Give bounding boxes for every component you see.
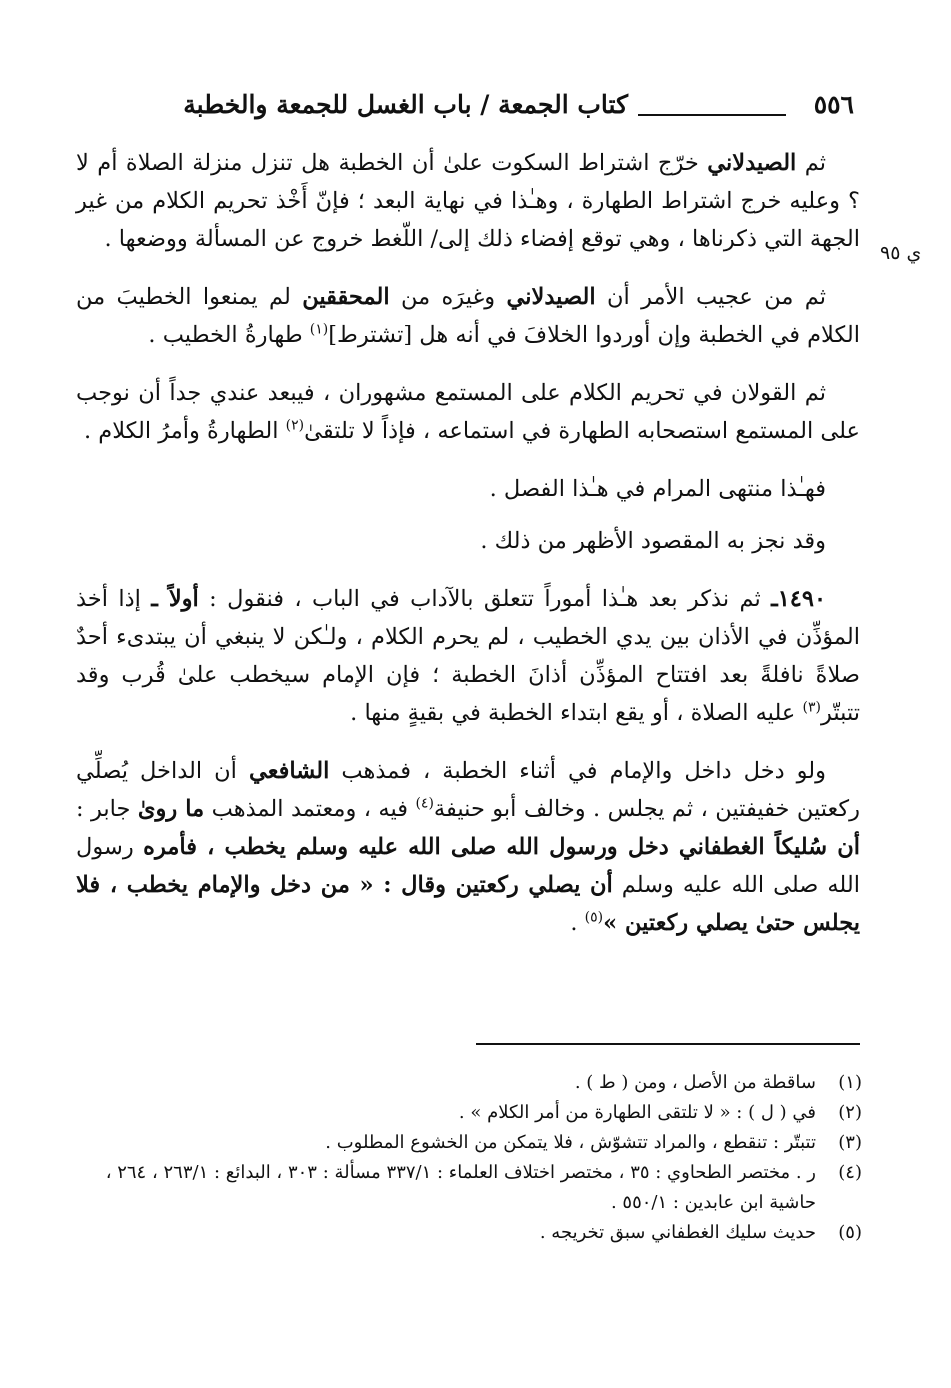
bold-text-run: ١٤٩٠ـ bbox=[771, 586, 827, 612]
text-run: لم يمنعوا الخطيبَ من الكلام في الخطبة وإن أوردوا الخلافَ في أنه هل [تشترط] bbox=[76, 284, 860, 348]
footnote-separator bbox=[476, 1043, 860, 1045]
footnotes-list bbox=[76, 1068, 862, 1248]
text-run: وغيرَه من bbox=[389, 284, 507, 310]
footnote-ref: (٤) bbox=[415, 795, 434, 812]
footnote-text: في ( ل ) : « لا تلتقى الطهارة من أمر الكلام » . bbox=[458, 1102, 816, 1123]
footnote-ref: (٣) bbox=[802, 699, 821, 716]
text-run: إذا أخذ المؤذِّن في الأذان بين يدي الخطيب ، لم يحرم الكلام ، ولـٰكن لا ينبغي أن يبتدىء أحدٌ صلاةً نافلةً بعد افتتاح المؤذِّن أذانَ الخطبة ؛ فإن الإمام سيخطب علىٰ قُرب وقد تتبتّر bbox=[76, 586, 860, 726]
text-run: أن الداخل يُصلِّي ركعتين خفيفتين ، ثم يجلس . وخالف أبو حنيفة bbox=[76, 758, 860, 822]
footnote-text: ر . مختصر الطحاوي : ٣٥ ، مختصر اختلاف العلماء : ٣٣٧/١ مسألة : ٣٠٣ ، البدائع : ٢٦٣/١ ، ٢٦٤ ، حاشية ابن عابدين : ٥٥٠/١ . bbox=[105, 1162, 816, 1213]
footnote-text: ساقطة من الأصل ، ومن ( ط ) . bbox=[574, 1072, 816, 1093]
bold-text-run: الصيدلاني bbox=[506, 284, 596, 310]
text-run: . bbox=[570, 910, 585, 936]
text-run: ثم bbox=[796, 150, 827, 176]
text-run: ثم نذكر بعد هـٰذا أموراً تتعلق بالآداب في الباب ، فنقول : bbox=[198, 586, 772, 612]
footnote-item bbox=[76, 1158, 862, 1218]
paragraph bbox=[76, 580, 860, 732]
footnote-text: حديث سليك الغطفاني سبق تخريجه . bbox=[539, 1222, 816, 1243]
footnote-ref: (٥) bbox=[584, 909, 604, 926]
footnote-text: تتبتّر : تنقطع ، والمراد تتشوّش ، فلا يتمكن من الخشوع المطلوب . bbox=[325, 1132, 816, 1153]
text-run: فهـٰذا منتهى المرام في هـٰذا الفصل . bbox=[489, 476, 826, 502]
main-text bbox=[76, 144, 860, 962]
margin-folio-note: ي ٩٥ bbox=[880, 242, 922, 264]
bold-text-run: الصيدلاني bbox=[707, 150, 797, 176]
bold-text-run: المحققين bbox=[302, 284, 390, 310]
footnote-ref: (٢) bbox=[285, 417, 305, 434]
running-header bbox=[84, 86, 854, 126]
bold-text-run: أن سُليكاً الغطفاني دخل ورسول الله صلى الله عليه وسلم يخطب ، فأمره bbox=[143, 834, 861, 860]
text-run: ولو دخل داخل والإمام في أثناء الخطبة ، فمذهب bbox=[329, 758, 827, 784]
paragraph bbox=[76, 374, 860, 450]
text-run: فيه ، ومعتمد المذهب bbox=[204, 796, 416, 822]
header-rule bbox=[638, 114, 786, 116]
footnote-item bbox=[76, 1128, 862, 1158]
bold-text-run: الشافعي bbox=[248, 758, 330, 784]
page-number: ٥٥٦ bbox=[813, 90, 854, 119]
text-run: رسول الله صلى الله عليه وسلم bbox=[76, 834, 860, 898]
text-run: عليه الصلاة ، أو يقع ابتداء الخطبة في بقيةٍ منها . bbox=[350, 700, 803, 726]
running-title: كتاب الجمعة / باب الغسل للجمعة والخطبة bbox=[183, 90, 628, 119]
bold-text-run: ما روىٰ bbox=[137, 796, 205, 822]
bold-text-run: أولاً ـ bbox=[151, 586, 199, 612]
paragraph bbox=[76, 144, 860, 258]
footnote-number: (٤) bbox=[838, 1162, 862, 1183]
bold-text-run: أن يصلي ركعتين وقال : « من دخل والإمام يخطب ، فلا يجلس حتىٰ يصلي ركعتين » bbox=[76, 872, 860, 936]
text-run: طهارةُ الخطيب . bbox=[148, 322, 310, 348]
paragraph bbox=[76, 470, 860, 508]
footnote-item bbox=[76, 1218, 862, 1248]
footnote-number: (٢) bbox=[838, 1102, 862, 1123]
text-run: وقد نجز به المقصود الأظهر من ذلك . bbox=[480, 528, 826, 554]
text-run: جابر : bbox=[76, 796, 138, 822]
footnote-item bbox=[76, 1068, 862, 1098]
text-run: خرّج اشتراط السكوت علىٰ أن الخطبة هل تنزل منزلة الصلاة أم لا ؟ وعليه خرج اشتراط الطهارة ، وهـٰذا في نهاية البعد ؛ فإنّ أَخْذ تحريم الكلام من غير الجهة التي ذكرناها ، وهي توقع إفضاء ذلك إلى/ اللّغط خروج عن المسألة ووضعها . bbox=[76, 150, 860, 252]
paragraph bbox=[76, 522, 860, 560]
text-run: ثم من عجيب الأمر أن bbox=[595, 284, 826, 310]
footnote-number: (١) bbox=[838, 1072, 862, 1093]
text-run: ثم القولان في تحريم الكلام على المستمع مشهوران ، فيبعد عندي جداً أن نوجب على المستمع استصحابه الطهارة في استماعه ، فإذاً لا تلتقىٰ bbox=[76, 380, 860, 444]
footnote-number: (٣) bbox=[838, 1132, 862, 1153]
paragraph bbox=[76, 278, 860, 354]
text-run: الطهارةُ وأمرُ الكلام . bbox=[83, 418, 286, 444]
footnote-item bbox=[76, 1098, 862, 1128]
footnote-number: (٥) bbox=[838, 1222, 862, 1243]
paragraph bbox=[76, 752, 860, 942]
footnote-ref: (١) bbox=[309, 321, 329, 338]
